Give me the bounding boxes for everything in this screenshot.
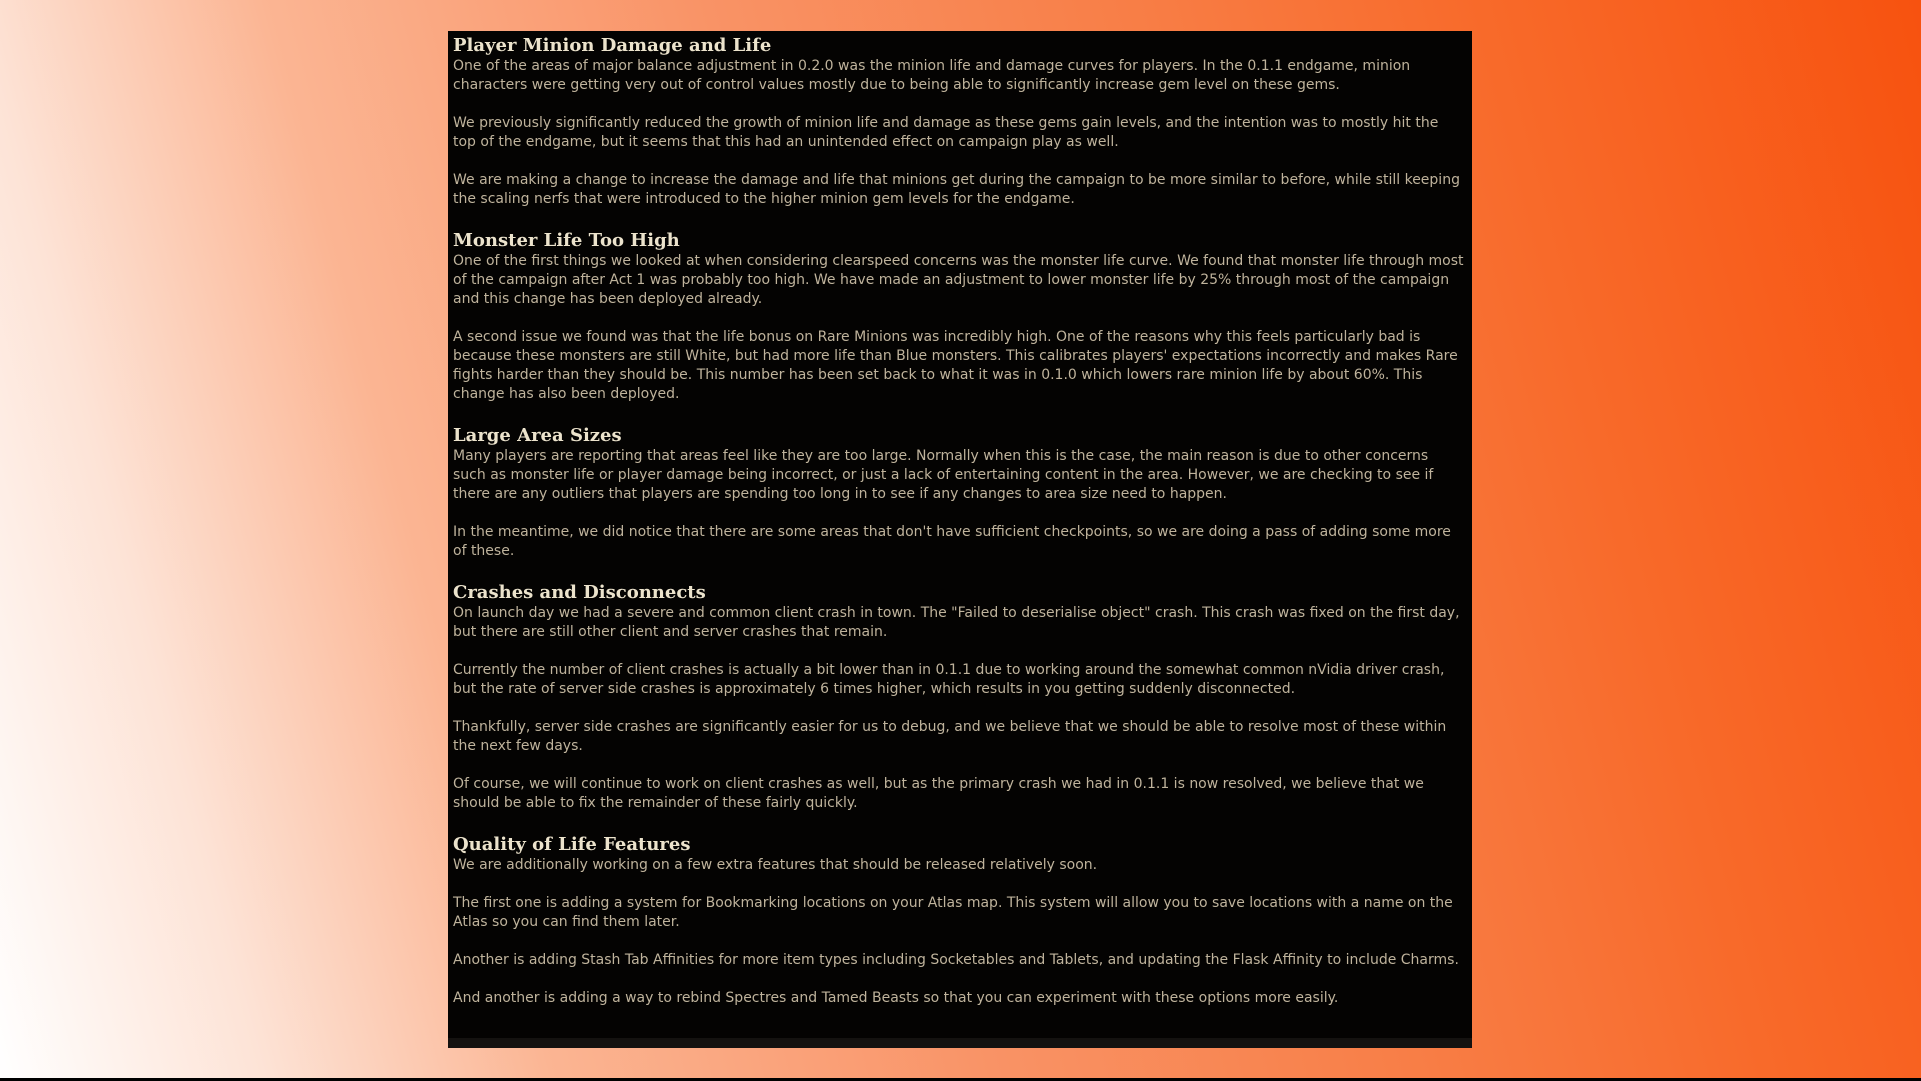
section-heading: Crashes and Disconnects	[453, 582, 706, 603]
paragraph: One of the areas of major balance adjustment in 0.2.0 was the minion life and damage curves for players. In the 0.1.1 endgame, minion characters were getting very out of control values mostly due to being able to significantly increase gem level on these gems.	[453, 58, 1411, 93]
section-quality-of-life	[453, 833, 1465, 1008]
paragraph: Another is adding Stash Tab Affinities for more item types including Socketables and Tablets, and updating the Flask Affinity to include Charms.	[453, 952, 1459, 968]
paragraph: Of course, we will continue to work on client crashes as well, but as the primary crash we had in 0.1.1 is now resolved, we believe that we should be able to fix the remainder of these fairly quickly.	[453, 776, 1424, 811]
section-crashes-disconnects	[453, 581, 1465, 813]
paragraph: Many players are reporting that areas feel like they are too large. Normally when this is the case, the main reason is due to other concerns such as monster life or player damage being incorrect, or just a lack of entertaining content in the area. However, we are checking to see if there are any outliers that players are spending too long in to see if any changes to area size need to happen.	[453, 448, 1434, 502]
paragraph: Currently the number of client crashes is actually a bit lower than in 0.1.1 due to working around the somewhat common nVidia driver crash, but the rate of server side crashes is approximately 6 times higher, which results in you getting suddenly disconnected.	[453, 662, 1445, 697]
paragraph: Thankfully, server side crashes are significantly easier for us to debug, and we believe that we should be able to resolve most of these within the next few days.	[453, 719, 1447, 754]
section-player-minion-damage	[453, 34, 1465, 209]
paragraph: The first one is adding a system for Bookmarking locations on your Atlas map. This system will allow you to save locations with a name on the Atlas so you can find them later.	[453, 895, 1453, 930]
section-large-area-sizes	[453, 424, 1465, 561]
section-monster-life	[453, 229, 1465, 404]
panel-bottom-edge	[448, 1038, 1472, 1048]
paragraph: On launch day we had a severe and common client crash in town. The "Failed to deserialise object" crash. This crash was fixed on the first day, but there are still other client and server crashes that remain.	[453, 605, 1460, 640]
paragraph: We are additionally working on a few extra features that should be released relatively soon.	[453, 857, 1098, 873]
paragraph: A second issue we found was that the life bonus on Rare Minions was incredibly high. One of the reasons why this feels particularly bad is because these monsters are still White, but had more life than Blue monsters. This calibrates players' expectations incorrectly and makes Rare fights harder than they should be. This number has been set back to what it was in 0.1.0 which lowers rare minion life by about 60%. This change has also been deployed.	[453, 329, 1458, 402]
section-heading: Monster Life Too High	[453, 230, 680, 251]
section-heading: Large Area Sizes	[453, 425, 622, 446]
article-panel	[448, 31, 1472, 1048]
paragraph: One of the first things we looked at when considering clearspeed concerns was the monster life curve. We found that monster life through most of the campaign after Act 1 was probably too high. We have made an adjustment to lower monster life by 25% through most of the campaign and this change has been deployed already.	[453, 253, 1464, 307]
paragraph: And another is adding a way to rebind Spectres and Tamed Beasts so that you can experiment with these options more easily.	[453, 990, 1339, 1006]
section-heading: Player Minion Damage and Life	[453, 35, 772, 56]
paragraph: We are making a change to increase the damage and life that minions get during the campaign to be more similar to before, while still keeping the scaling nerfs that were introduced to the higher minion gem levels for the endgame.	[453, 172, 1460, 207]
paragraph: We previously significantly reduced the growth of minion life and damage as these gems gain levels, and the intention was to mostly hit the top of the endgame, but it seems that this had an unintended effect on campaign play as well.	[453, 115, 1439, 150]
paragraph: In the meantime, we did notice that there are some areas that don't have sufficient checkpoints, so we are doing a pass of adding some more of these.	[453, 524, 1451, 559]
section-heading: Quality of Life Features	[453, 834, 691, 855]
